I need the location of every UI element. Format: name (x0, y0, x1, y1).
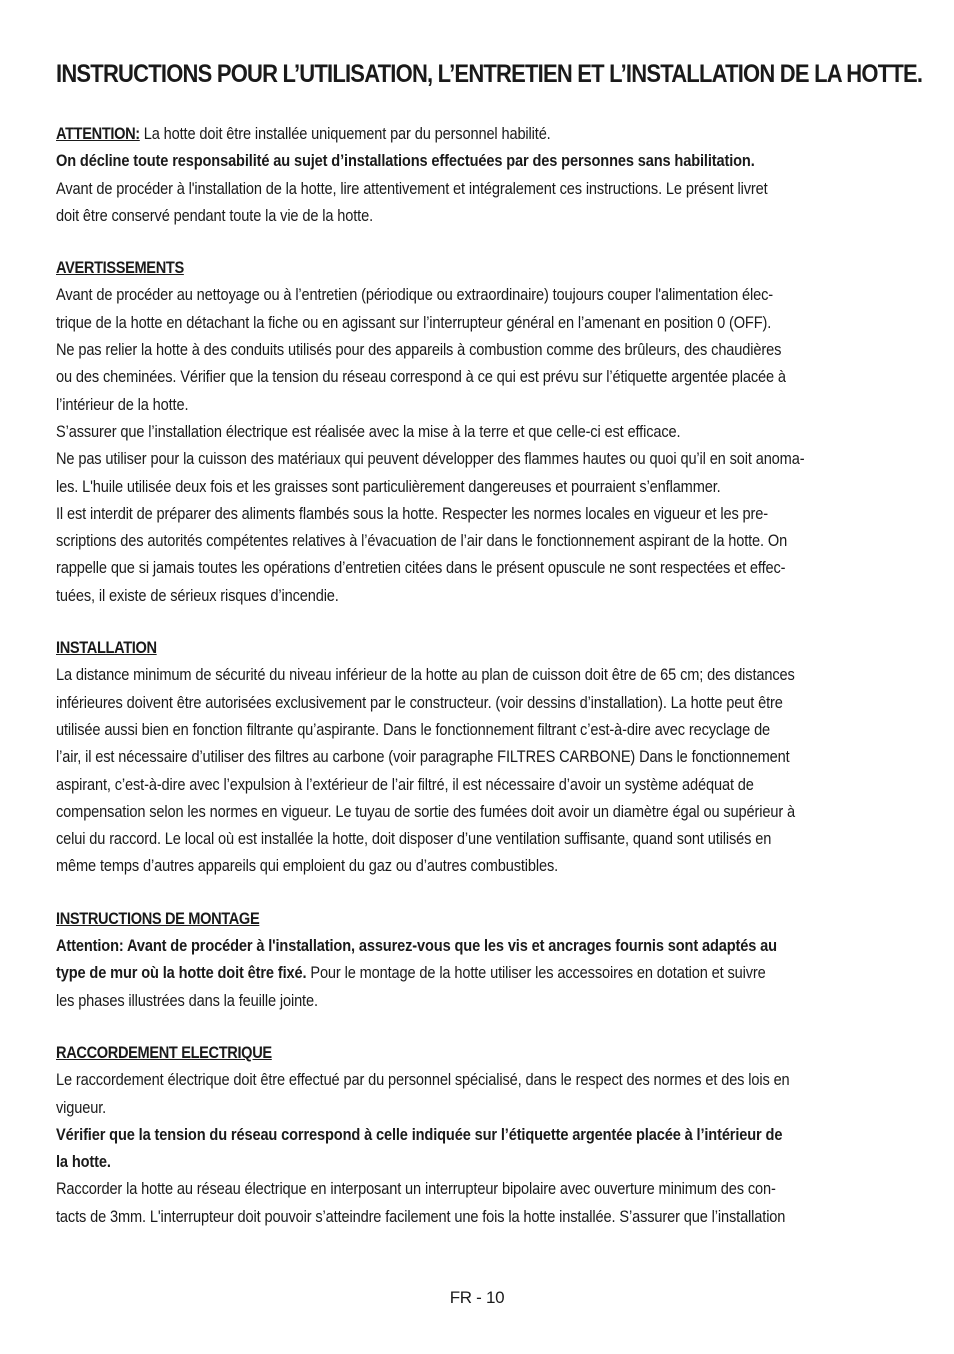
attention-paragraph (56, 121, 900, 148)
page-title: INSTRUCTIONS POUR L’UTILISATION, L’ENTRETIEN ET L’INSTALLATION DE LA HOTTE. (56, 60, 923, 88)
installation-line: utilisée aussi bien en fonction filtrante qu’aspirante. Dans le fonctionnement filtrant c’est-à-dire avec recyclage de (56, 720, 771, 739)
warnings-line: scriptions des autorités compétentes relatives à l’évacuation de l’air dans le fonctionnement aspirant de la hotte. On (56, 532, 788, 551)
attention-label: ATTENTION: (56, 125, 140, 143)
warnings-line: l’intérieur de la hotte. (56, 395, 189, 414)
electrical-heading: RACCORDEMENT ELECTRIQUE (56, 1043, 272, 1062)
installation-line: celui du raccord. Le local où est installée la hotte, doit disposer d’une ventilation suffisante, quand sont utilisés en (56, 830, 772, 849)
installation-line: aspirant, c’est-à-dire avec l’expulsion à l’extérieur de l’air filtré, il est nécessaire d’avoir un système adéquat de (56, 775, 754, 794)
mounting-line-2 (56, 960, 900, 987)
electrical-line-2: vigueur. (56, 1098, 107, 1117)
warnings-heading: AVERTISSEMENTS (56, 259, 184, 278)
disclaimer-line: On décline toute responsabilité au sujet d’installations effectuées par des personnes sans habilitation. (56, 152, 755, 171)
mounting-heading: INSTRUCTIONS DE MONTAGE (56, 909, 260, 928)
mounting-line-3: les phases illustrées dans la feuille jointe. (56, 991, 318, 1010)
electrical-line-1: Le raccordement électrique doit être effectué par du personnel spécialisé, dans le respect des normes et des lois en (56, 1071, 790, 1090)
body-text (56, 121, 900, 1231)
warnings-line: Il est interdit de préparer des aliments flambés sous la hotte. Respecter les normes locales en vigueur et les pre- (56, 504, 768, 523)
page-number: FR - 10 (449, 1288, 505, 1307)
installation-line: inférieures doivent être autorisées exclusivement par le constructeur. (voir dessins d’installation). La hotte peut être (56, 693, 783, 712)
attention-text: La hotte doit être installée uniquement par du personnel habilité. (139, 125, 551, 143)
installation-line: compensation selon les normes en vigueur. Le tuyau de sortie des fumées doit avoir un diamètre égal ou supérieur à (56, 802, 795, 821)
mounting-warning-line-1: Attention: Avant de procéder à l'installation, assurez-vous que les vis et ancrages fournis sont adaptés au (56, 937, 777, 956)
read-instructions-line-1: Avant de procéder à l'installation de la hotte, lire attentivement et intégralement ces instructions. Le présent livret (56, 179, 768, 198)
installation-heading: INSTALLATION (56, 639, 157, 658)
warnings-line: Avant de procéder au nettoyage ou à l’entretien (périodique ou extraordinaire) toujours couper l'alimentation élec- (56, 286, 774, 305)
installation-line: La distance minimum de sécurité du niveau inférieur de la hotte au plan de cuisson doit être de 65 cm; des distances (56, 666, 795, 685)
warnings-line: tuées, il existe de sérieux risques d’incendie. (56, 586, 339, 605)
warnings-line: Ne pas relier la hotte à des conduits utilisés pour des appareils à combustion comme des brûleurs, des chaudières (56, 341, 782, 360)
mounting-text: Pour le montage de la hotte utiliser les accessoires en dotation et suivre (306, 964, 766, 983)
warnings-line: S’assurer que l’installation électrique est réalisée avec la mise à la terre et que celle-ci est efficace. (56, 422, 681, 441)
electrical-line-3: Raccorder la hotte au réseau électrique en interposant un interrupteur bipolaire avec ouverture minimum des con- (56, 1180, 776, 1199)
read-instructions-line-2: doit être conservé pendant toute la vie de la hotte. (56, 206, 374, 225)
warnings-line: trique de la hotte en détachant la fiche ou en agissant sur l’interrupteur général en l’amenant en position 0 (OFF). (56, 313, 772, 332)
electrical-line-4: tacts de 3mm. L'interrupteur doit pouvoir s’atteindre facilement une fois la hotte installée. S’assurer que l’installation (56, 1207, 786, 1226)
warnings-line: ou des cheminées. Vérifier que la tension du réseau correspond à ce qui est prévu sur l’étiquette argentée placée à (56, 368, 786, 387)
electrical-warning-line-1: Vérifier que la tension du réseau correspond à celle indiquée sur l’étiquette argentée placée à l’intérieur de (56, 1125, 783, 1144)
mounting-warning-line-2: type de mur où la hotte doit être fixé. (56, 964, 307, 983)
installation-line: l’air, il est nécessaire d’utiliser des filtres au carbone (voir paragraphe FILTRES CARBONE) Dans le fonctionnement (56, 748, 790, 767)
warnings-line: rappelle que si jamais toutes les opérations d’entretien citées dans le présent opuscule ne sont respectées et effec- (56, 559, 786, 578)
warnings-line: les. L'huile utilisée deux fois et les graisses sont particulièrement dangereuses et pourraient s’enflammer. (56, 477, 721, 496)
electrical-warning-line-2: la hotte. (56, 1153, 111, 1172)
installation-line: même temps d’autres appareils qui emploient du gaz ou d’autres combustibles. (56, 857, 559, 876)
warnings-line: Ne pas utiliser pour la cuisson des matériaux qui peuvent développer des flammes hautes ou quoi qu’il en soit anoma- (56, 450, 805, 469)
